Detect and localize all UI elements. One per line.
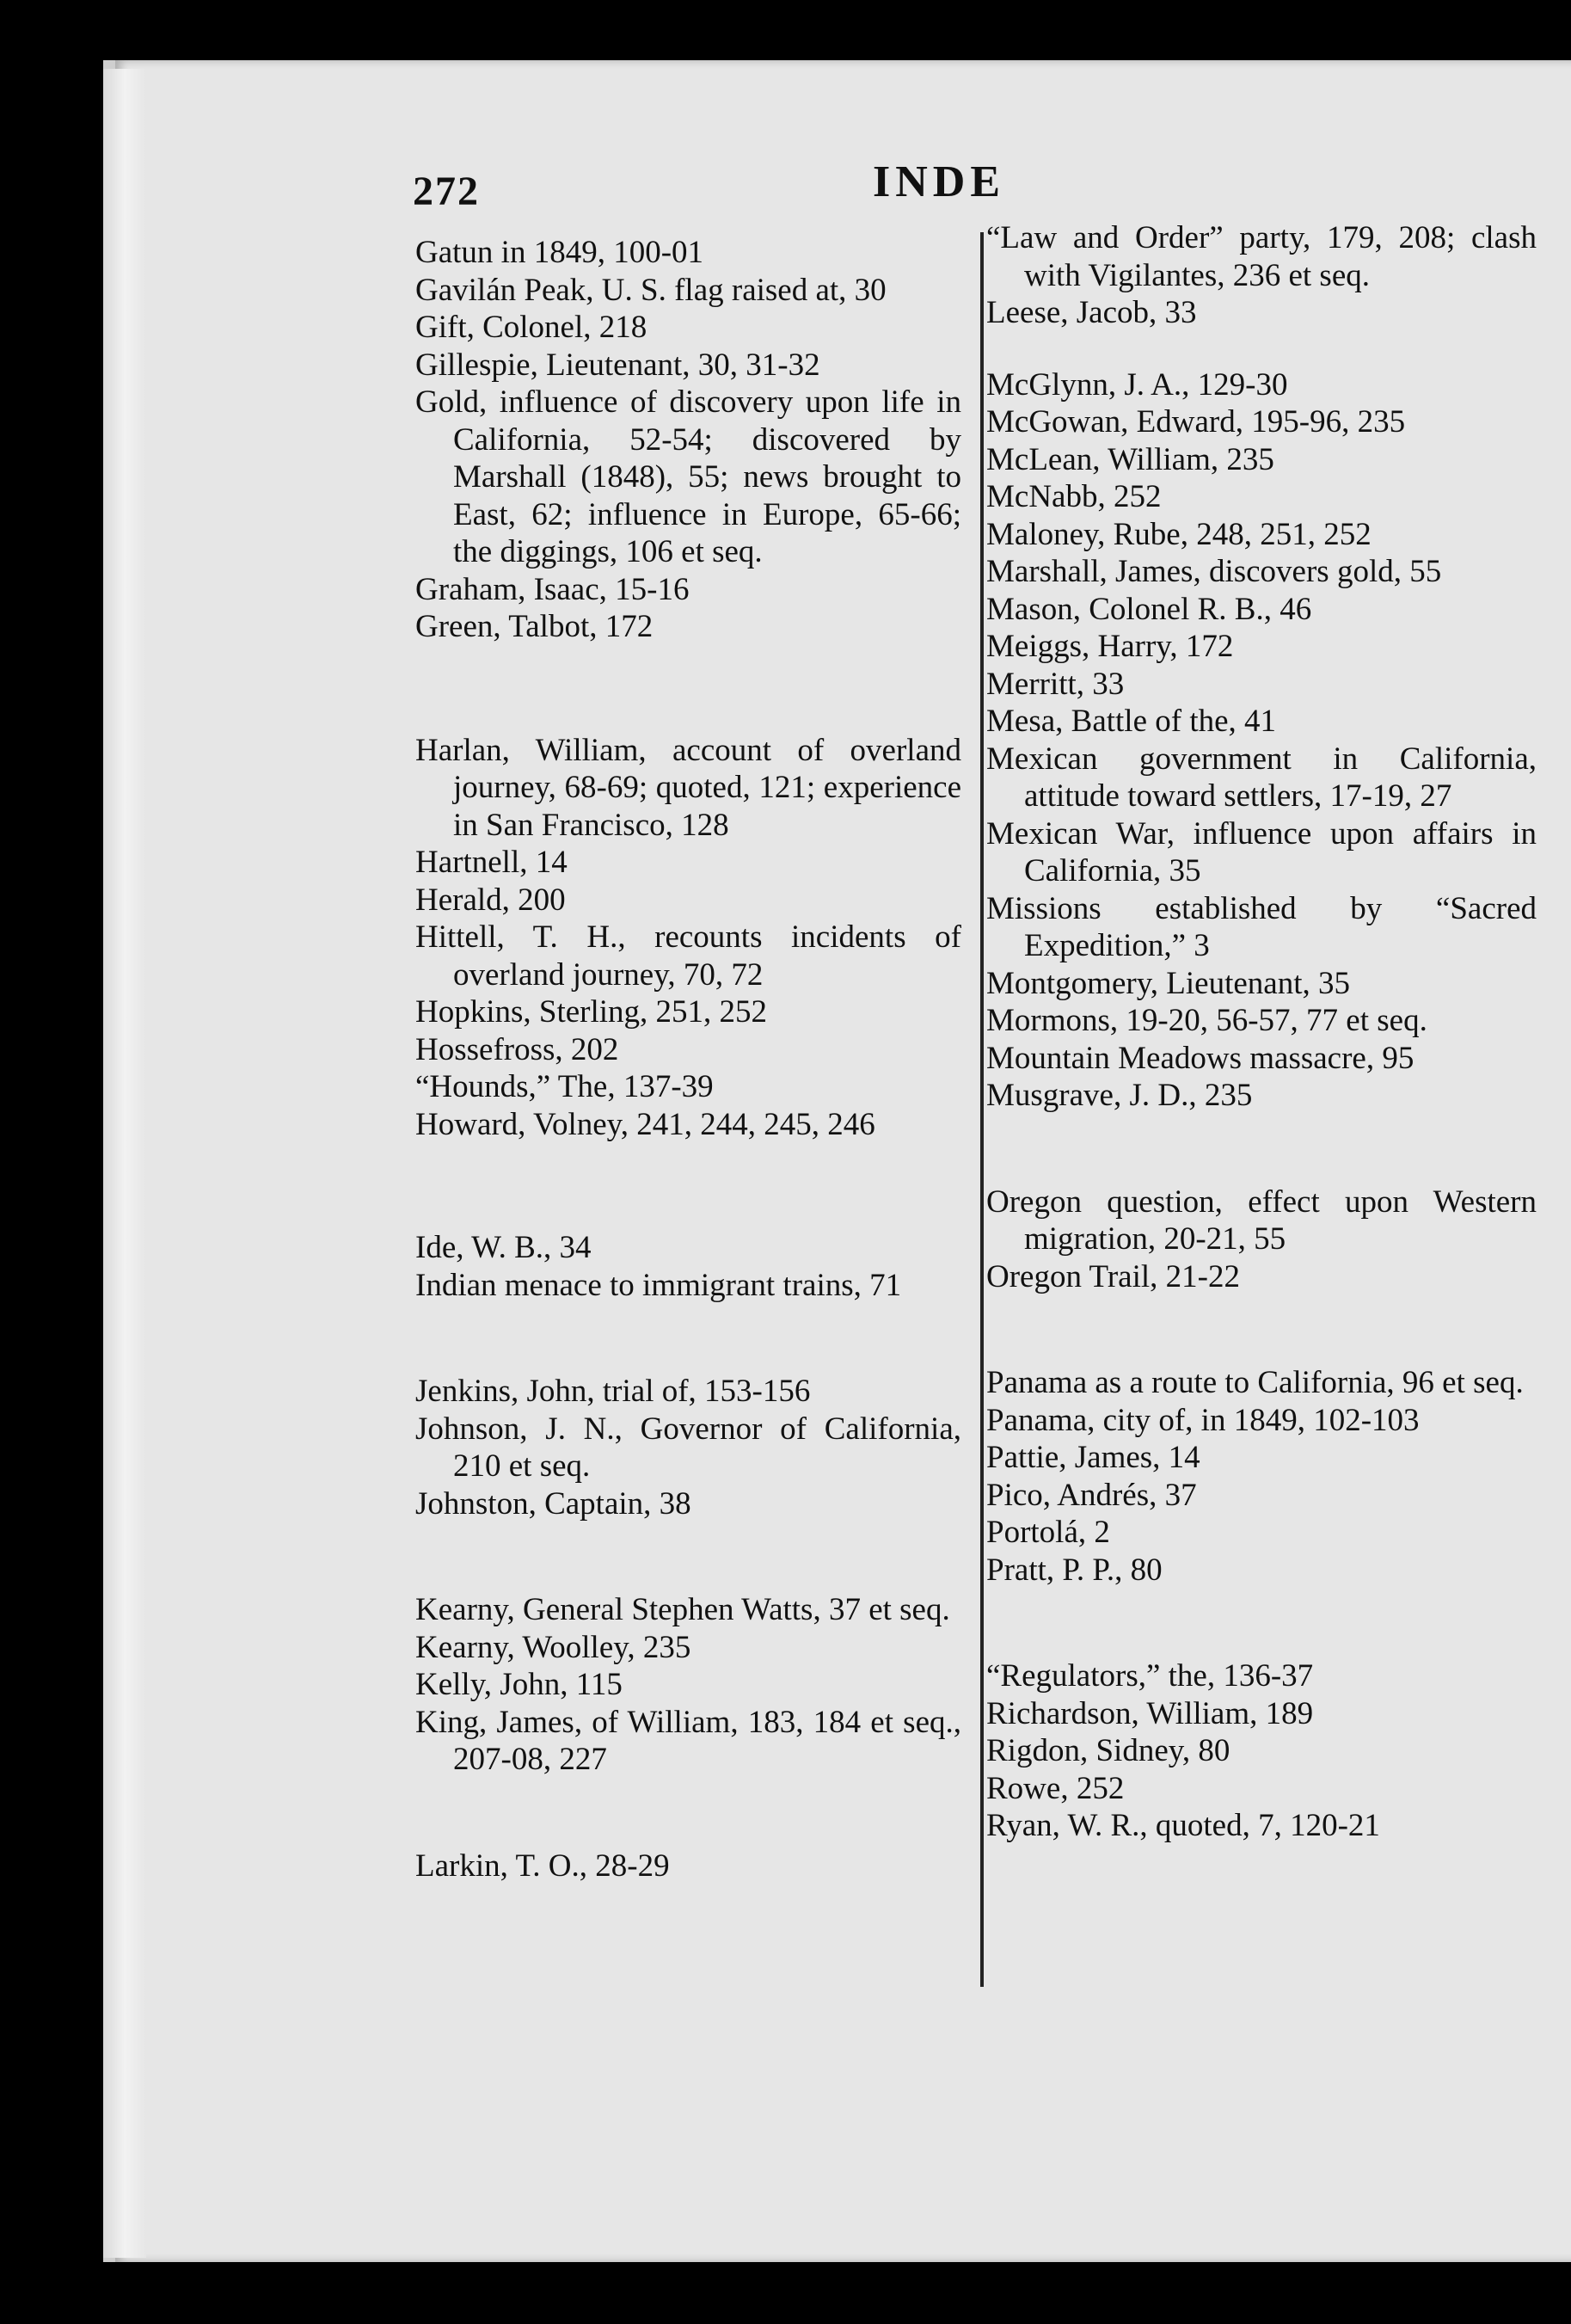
- page-header: [301, 155, 1571, 224]
- index-entry: Merritt, 33: [986, 666, 1125, 702]
- index-entry: Gatun in 1849, 100-01: [415, 235, 704, 270]
- index-entry: Kelly, John, 115: [415, 1667, 623, 1702]
- index-entry: Rowe, 252: [986, 1770, 1125, 1806]
- index-entry: Johnson, J. N., Governor of California, 210 et seq.: [415, 1411, 961, 1484]
- index-entry: Pratt, P. P., 80: [986, 1552, 1163, 1588]
- index-entry: Green, Talbot, 172: [415, 609, 654, 644]
- index-entry: Graham, Isaac, 15-16: [415, 571, 690, 607]
- entry-gap: [986, 332, 1537, 366]
- index-entry: McLean, William, 235: [986, 441, 1274, 477]
- entry-gap: [415, 1779, 961, 1848]
- index-entry: Mormons, 19-20, 56-57, 77 et seq.: [986, 1003, 1427, 1038]
- entry-gap: [415, 1522, 961, 1591]
- index-entry: Herald, 200: [415, 882, 566, 918]
- index-entry: Hittell, T. H., recounts incidents of overland journey, 70, 72: [415, 919, 961, 993]
- index-entry: Howard, Volney, 241, 244, 245, 246: [415, 1106, 875, 1142]
- index-entry: Pattie, James, 14: [986, 1440, 1200, 1475]
- index-entry: Ide, W. B., 34: [415, 1230, 592, 1265]
- index-entry: Gavilán Peak, U. S. flag raised at, 30: [415, 272, 887, 308]
- index-entry: Kearny, General Stephen Watts, 37 et seq.: [415, 1592, 950, 1627]
- index-entry: Ryan, W. R., quoted, 7, 120-21: [986, 1808, 1380, 1843]
- index-entry: Jenkins, John, trial of, 153-156: [415, 1374, 811, 1409]
- running-head: INDE: [873, 157, 1006, 206]
- index-entry: Montgomery, Lieutenant, 35: [986, 965, 1351, 1001]
- index-entry: Oregon question, effect upon Western migration, 20-21, 55: [986, 1184, 1537, 1257]
- column-divider: [980, 232, 984, 1987]
- index-entry: Missions established by “Sacred Expedition,” 3: [986, 890, 1537, 963]
- index-entry: Gillespie, Lieutenant, 30, 31-32: [415, 347, 820, 383]
- entry-gap: [986, 1115, 1537, 1184]
- index-entry: Portolá, 2: [986, 1515, 1110, 1550]
- index-entry: Indian menace to immigrant trains, 71: [415, 1267, 902, 1303]
- index-entry: Hossefross, 202: [415, 1031, 619, 1067]
- index-entry: Mexican government in California, attitude toward settlers, 17-19, 27: [986, 741, 1537, 814]
- index-entry: McNabb, 252: [986, 479, 1162, 514]
- index-entry: Johnston, Captain, 38: [415, 1485, 691, 1522]
- index-entry: Richardson, William, 189: [986, 1695, 1314, 1731]
- index-entry: “Hounds,” The, 137-39: [415, 1069, 714, 1104]
- index-entry: Harlan, William, account of overland journey, 68-69; quoted, 121; experience in San Francisco, 128: [415, 732, 961, 843]
- entry-gap: [986, 1589, 1537, 1657]
- index-entry: Maloney, Rube, 248, 251, 252: [986, 516, 1372, 552]
- index-entry: Larkin, T. O., 28-29: [415, 1848, 670, 1884]
- index-entry: Meiggs, Harry, 172: [986, 629, 1234, 664]
- index-entry: Musgrave, J. D., 235: [986, 1078, 1253, 1113]
- index-entry: Panama as a route to California, 96 et seq.: [986, 1365, 1524, 1400]
- index-entry: Gold, influence of discovery upon life in California, 52-54; discovered by Marshall (1848), 55; news brought to East, 62; influence in Europe, 65-66; the diggings, 106 et seq.: [415, 384, 961, 569]
- index-entry: Mexican War, influence upon affairs in California, 35: [986, 815, 1537, 888]
- page-number: 272: [413, 169, 480, 214]
- index-column-right: [986, 219, 1537, 1845]
- index-entry: Oregon Trail, 21-22: [986, 1258, 1240, 1294]
- entry-gap: [415, 1143, 961, 1229]
- index-entry: Hartnell, 14: [415, 845, 568, 880]
- index-entry: “Law and Order” party, 179, 208; clash with Vigilantes, 236 et seq.: [986, 220, 1537, 293]
- page-stack-edge: [103, 69, 146, 2258]
- index-entry: Marshall, James, discovers gold, 55: [986, 554, 1442, 589]
- index-entry: Mason, Colonel R. B., 46: [986, 591, 1312, 627]
- index-column-left: [415, 234, 961, 1884]
- index-entry: Kearny, Woolley, 235: [415, 1629, 691, 1665]
- index-entry: King, James, of William, 183, 184 et seq., 207-08, 227: [415, 1704, 961, 1777]
- index-entry: Pico, Andrés, 37: [986, 1477, 1197, 1513]
- entry-gap: [415, 646, 961, 732]
- index-entry: Gift, Colonel, 218: [415, 310, 647, 345]
- index-entry: Rigdon, Sidney, 80: [986, 1733, 1230, 1768]
- entry-gap: [986, 1295, 1537, 1364]
- index-entry: Mountain Meadows massacre, 95: [986, 1040, 1415, 1076]
- index-entry: McGlynn, J. A., 129-30: [986, 366, 1288, 403]
- index-entry: Leese, Jacob, 33: [986, 295, 1197, 330]
- index-entry: Hopkins, Sterling, 251, 252: [415, 994, 768, 1030]
- index-entry: McGowan, Edward, 195-96, 235: [986, 404, 1406, 440]
- entry-gap: [415, 1304, 961, 1373]
- index-entry: Mesa, Battle of the, 41: [986, 704, 1277, 739]
- index-entry: “Regulators,” the, 136-37: [986, 1658, 1314, 1694]
- index-entry: Panama, city of, in 1849, 102-103: [986, 1402, 1420, 1438]
